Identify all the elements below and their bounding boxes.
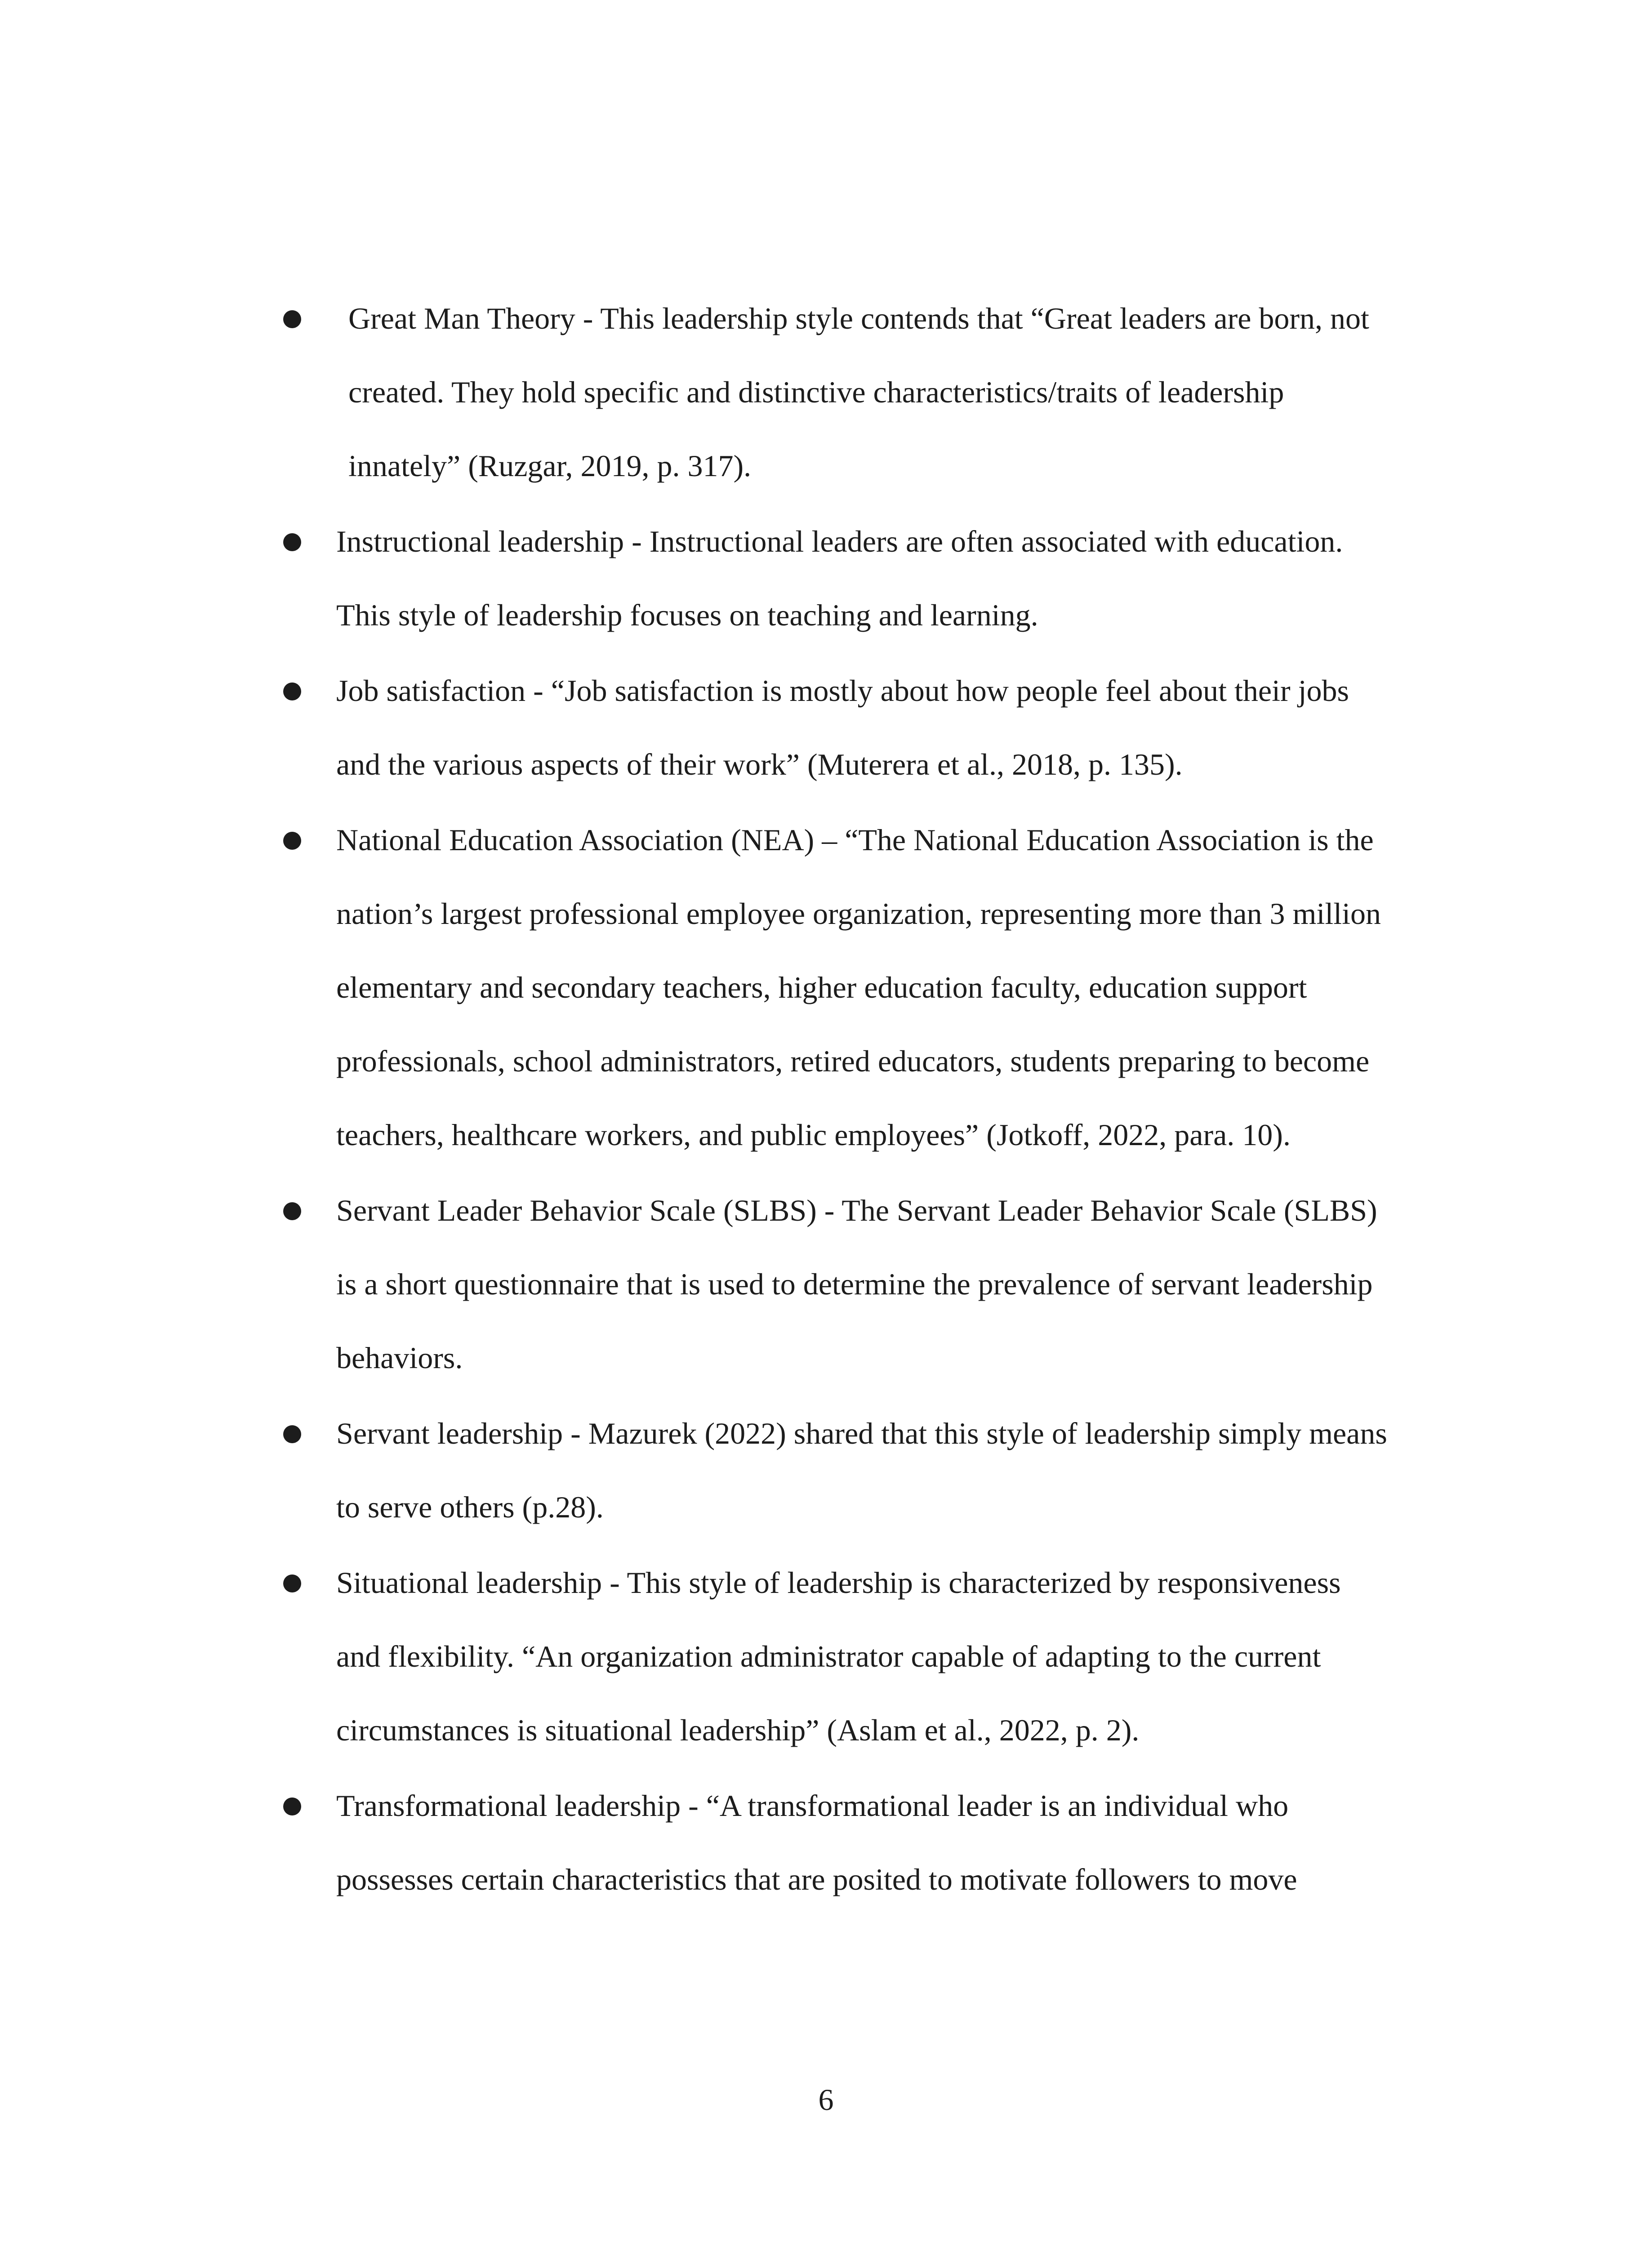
bullet-icon: [283, 832, 301, 850]
definition-line: circumstances is situational leadership” (Aslam et al., 2022, p. 2).: [336, 1713, 1140, 1747]
definition-line: is a short questionnaire that is used to determine the prevalence of servant leadership: [336, 1267, 1373, 1301]
bullet-icon: [283, 310, 301, 328]
definition-line: Great Man Theory - This leadership style contends that “Great leaders are born, not: [348, 301, 1369, 335]
definition-line: Instructional leadership - Instructional leaders are often associated with education.: [336, 524, 1343, 558]
page-number: 6: [818, 2083, 834, 2117]
bullet-icon: [283, 1425, 301, 1443]
bullet-icon: [283, 1798, 301, 1815]
definition-line: Job satisfaction - “Job satisfaction is mostly about how people feel about their jobs: [336, 674, 1349, 708]
definition-line: possesses certain characteristics that are posited to motivate followers to move: [336, 1862, 1297, 1896]
bullet-icon: [283, 682, 301, 700]
definition-line: to serve others (p.28).: [336, 1490, 604, 1524]
definition-line: This style of leadership focuses on teaching and learning.: [336, 598, 1038, 632]
definition-line: innately” (Ruzgar, 2019, p. 317).: [348, 449, 752, 483]
bullet-icon: [283, 1574, 301, 1592]
definition-line: and the various aspects of their work” (Muterera et al., 2018, p. 135).: [336, 747, 1183, 781]
definition-line: professionals, school administrators, retired educators, students preparing to become: [336, 1044, 1370, 1078]
definition-line: behaviors.: [336, 1341, 463, 1375]
definition-line: National Education Association (NEA) – “The National Education Association is the: [336, 823, 1374, 857]
definition-line: Transformational leadership - “A transformational leader is an individual who: [336, 1789, 1289, 1823]
definition-line: Situational leadership - This style of leadership is characterized by responsiveness: [336, 1566, 1341, 1600]
definition-line: created. They hold specific and distinctive characteristics/traits of leadership: [348, 375, 1284, 409]
definition-line: elementary and secondary teachers, higher education faculty, education support: [336, 970, 1307, 1004]
definition-line: teachers, healthcare workers, and public employees” (Jotkoff, 2022, para. 10).: [336, 1118, 1291, 1152]
definition-line: Servant leadership - Mazurek (2022) shared that this style of leadership simply means: [336, 1416, 1387, 1450]
definition-line: and flexibility. “An organization administrator capable of adapting to the current: [336, 1639, 1321, 1673]
bullet-icon: [283, 533, 301, 551]
definition-line: nation’s largest professional employee organization, representing more than 3 million: [336, 897, 1381, 931]
definition-line: Servant Leader Behavior Scale (SLBS) - The Servant Leader Behavior Scale (SLBS): [336, 1193, 1377, 1227]
bullet-icon: [283, 1202, 301, 1220]
